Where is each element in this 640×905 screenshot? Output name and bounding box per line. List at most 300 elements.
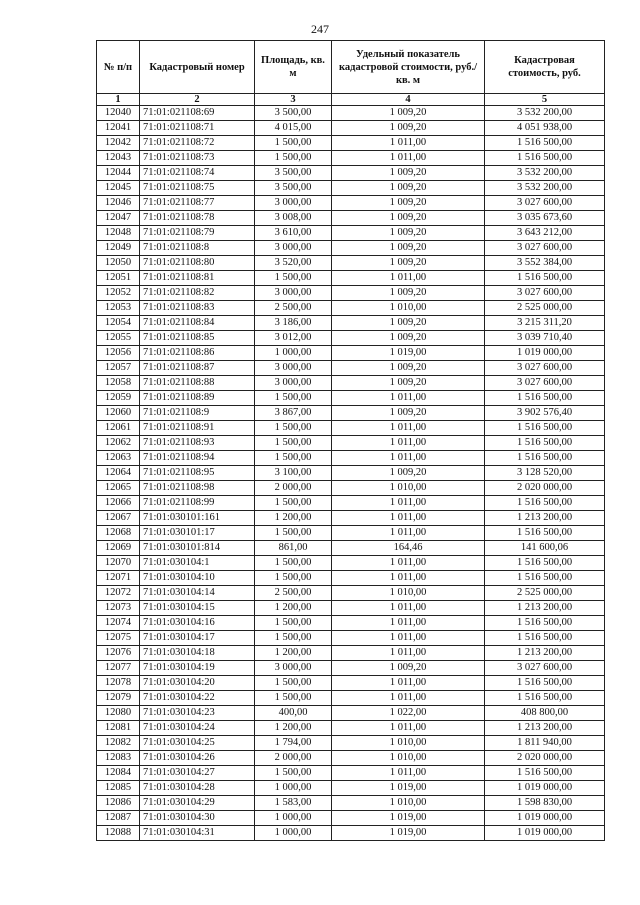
cell-row-number: 12063 bbox=[97, 451, 140, 466]
cell-cadastral-number: 71:01:021108:93 bbox=[140, 436, 255, 451]
table-row bbox=[97, 526, 605, 541]
header-unit-value: Удельный показатель кадастровой стоимости, руб./кв. м bbox=[332, 41, 485, 94]
cell-cadastral-value: 4 051 938,00 bbox=[485, 121, 605, 136]
cell-row-number: 12042 bbox=[97, 136, 140, 151]
cell-cadastral-value: 1 516 500,00 bbox=[485, 391, 605, 406]
cell-cadastral-number: 71:01:021108:78 bbox=[140, 211, 255, 226]
cell-cadastral-number: 71:01:030104:20 bbox=[140, 676, 255, 691]
cell-area: 1 500,00 bbox=[255, 436, 332, 451]
cell-cadastral-number: 71:01:030104:16 bbox=[140, 616, 255, 631]
cell-area: 3 000,00 bbox=[255, 241, 332, 256]
cell-unit-value: 1 009,20 bbox=[332, 106, 485, 121]
cell-area: 1 500,00 bbox=[255, 496, 332, 511]
cell-cadastral-value: 3 643 212,00 bbox=[485, 226, 605, 241]
cell-area: 3 520,00 bbox=[255, 256, 332, 271]
cell-row-number: 12060 bbox=[97, 406, 140, 421]
cell-row-number: 12058 bbox=[97, 376, 140, 391]
cell-cadastral-number: 71:01:021108:9 bbox=[140, 406, 255, 421]
cell-cadastral-value: 3 902 576,40 bbox=[485, 406, 605, 421]
cell-cadastral-value: 1 019 000,00 bbox=[485, 826, 605, 841]
cell-cadastral-value: 1 516 500,00 bbox=[485, 271, 605, 286]
cell-cadastral-value: 3 215 311,20 bbox=[485, 316, 605, 331]
cell-cadastral-value: 1 516 500,00 bbox=[485, 766, 605, 781]
cell-row-number: 12046 bbox=[97, 196, 140, 211]
cell-cadastral-number: 71:01:030104:29 bbox=[140, 796, 255, 811]
table-row bbox=[97, 361, 605, 376]
cell-cadastral-value: 1 516 500,00 bbox=[485, 556, 605, 571]
cell-area: 3 000,00 bbox=[255, 286, 332, 301]
cell-cadastral-value: 1 516 500,00 bbox=[485, 616, 605, 631]
cell-row-number: 12057 bbox=[97, 361, 140, 376]
table-row bbox=[97, 706, 605, 721]
cell-unit-value: 1 011,00 bbox=[332, 451, 485, 466]
cell-cadastral-value: 1 019 000,00 bbox=[485, 811, 605, 826]
cell-cadastral-number: 71:01:030101:161 bbox=[140, 511, 255, 526]
table-row bbox=[97, 121, 605, 136]
cell-area: 1 000,00 bbox=[255, 781, 332, 796]
cell-area: 1 500,00 bbox=[255, 526, 332, 541]
cell-unit-value: 164,46 bbox=[332, 541, 485, 556]
table-row bbox=[97, 601, 605, 616]
column-number: 1 bbox=[97, 94, 140, 106]
cell-cadastral-value: 1 019 000,00 bbox=[485, 781, 605, 796]
cell-area: 1 583,00 bbox=[255, 796, 332, 811]
cell-row-number: 12061 bbox=[97, 421, 140, 436]
cell-cadastral-number: 71:01:021108:8 bbox=[140, 241, 255, 256]
table-row bbox=[97, 256, 605, 271]
cell-cadastral-value: 1 019 000,00 bbox=[485, 346, 605, 361]
cell-cadastral-number: 71:01:021108:88 bbox=[140, 376, 255, 391]
cell-unit-value: 1 011,00 bbox=[332, 136, 485, 151]
cell-cadastral-number: 71:01:030104:25 bbox=[140, 736, 255, 751]
cell-area: 1 500,00 bbox=[255, 676, 332, 691]
cell-cadastral-number: 71:01:030104:18 bbox=[140, 646, 255, 661]
cell-area: 3 008,00 bbox=[255, 211, 332, 226]
table-row bbox=[97, 796, 605, 811]
cell-area: 1 500,00 bbox=[255, 421, 332, 436]
cell-unit-value: 1 009,20 bbox=[332, 211, 485, 226]
cell-row-number: 12065 bbox=[97, 481, 140, 496]
table-row bbox=[97, 466, 605, 481]
cell-unit-value: 1 009,20 bbox=[332, 361, 485, 376]
cell-row-number: 12072 bbox=[97, 586, 140, 601]
cell-unit-value: 1 011,00 bbox=[332, 271, 485, 286]
cell-cadastral-value: 3 532 200,00 bbox=[485, 106, 605, 121]
cell-unit-value: 1 011,00 bbox=[332, 436, 485, 451]
cell-unit-value: 1 009,20 bbox=[332, 181, 485, 196]
cell-cadastral-number: 71:01:030104:14 bbox=[140, 586, 255, 601]
cell-unit-value: 1 011,00 bbox=[332, 691, 485, 706]
table-row bbox=[97, 226, 605, 241]
cell-area: 2 000,00 bbox=[255, 751, 332, 766]
cell-area: 1 500,00 bbox=[255, 571, 332, 586]
cell-cadastral-number: 71:01:021108:71 bbox=[140, 121, 255, 136]
cell-area: 1 500,00 bbox=[255, 271, 332, 286]
table-row bbox=[97, 481, 605, 496]
cell-area: 3 000,00 bbox=[255, 361, 332, 376]
cell-cadastral-number: 71:01:021108:82 bbox=[140, 286, 255, 301]
cell-row-number: 12085 bbox=[97, 781, 140, 796]
cell-area: 3 000,00 bbox=[255, 661, 332, 676]
cell-unit-value: 1 019,00 bbox=[332, 346, 485, 361]
cell-unit-value: 1 010,00 bbox=[332, 736, 485, 751]
cadastral-value-table bbox=[96, 40, 605, 841]
cell-unit-value: 1 019,00 bbox=[332, 826, 485, 841]
cell-area: 1 794,00 bbox=[255, 736, 332, 751]
table-row bbox=[97, 196, 605, 211]
table-row bbox=[97, 241, 605, 256]
cell-unit-value: 1 009,20 bbox=[332, 406, 485, 421]
cell-unit-value: 1 009,20 bbox=[332, 241, 485, 256]
cell-area: 1 000,00 bbox=[255, 346, 332, 361]
table-row bbox=[97, 166, 605, 181]
table-row bbox=[97, 631, 605, 646]
cell-cadastral-value: 3 027 600,00 bbox=[485, 196, 605, 211]
cell-unit-value: 1 010,00 bbox=[332, 751, 485, 766]
cell-cadastral-value: 3 532 200,00 bbox=[485, 181, 605, 196]
table-row bbox=[97, 301, 605, 316]
cell-cadastral-number: 71:01:030104:1 bbox=[140, 556, 255, 571]
cell-area: 1 500,00 bbox=[255, 616, 332, 631]
table-row bbox=[97, 616, 605, 631]
cell-area: 1 500,00 bbox=[255, 766, 332, 781]
cell-row-number: 12045 bbox=[97, 181, 140, 196]
cell-row-number: 12053 bbox=[97, 301, 140, 316]
cell-cadastral-number: 71:01:021108:80 bbox=[140, 256, 255, 271]
cell-cadastral-number: 71:01:021108:77 bbox=[140, 196, 255, 211]
cell-unit-value: 1 010,00 bbox=[332, 586, 485, 601]
cell-unit-value: 1 011,00 bbox=[332, 496, 485, 511]
cell-row-number: 12084 bbox=[97, 766, 140, 781]
table-row bbox=[97, 421, 605, 436]
cell-unit-value: 1 011,00 bbox=[332, 151, 485, 166]
cell-cadastral-value: 3 035 673,60 bbox=[485, 211, 605, 226]
cell-area: 1 000,00 bbox=[255, 826, 332, 841]
column-numbering-row bbox=[97, 94, 605, 106]
cell-cadastral-number: 71:01:030104:27 bbox=[140, 766, 255, 781]
page-number: 247 bbox=[311, 22, 329, 36]
header-cadastral-number: Кадастровый номер bbox=[140, 41, 255, 94]
cell-area: 1 200,00 bbox=[255, 721, 332, 736]
cell-area: 1 200,00 bbox=[255, 646, 332, 661]
cell-area: 3 500,00 bbox=[255, 106, 332, 121]
cell-unit-value: 1 009,20 bbox=[332, 286, 485, 301]
cell-row-number: 12078 bbox=[97, 676, 140, 691]
cell-row-number: 12088 bbox=[97, 826, 140, 841]
cell-unit-value: 1 009,20 bbox=[332, 166, 485, 181]
cell-cadastral-value: 1 516 500,00 bbox=[485, 691, 605, 706]
cell-cadastral-number: 71:01:030104:28 bbox=[140, 781, 255, 796]
cell-row-number: 12047 bbox=[97, 211, 140, 226]
cell-row-number: 12044 bbox=[97, 166, 140, 181]
cell-area: 2 500,00 bbox=[255, 301, 332, 316]
cell-cadastral-number: 71:01:021108:85 bbox=[140, 331, 255, 346]
cell-row-number: 12059 bbox=[97, 391, 140, 406]
table-row bbox=[97, 541, 605, 556]
table-row bbox=[97, 406, 605, 421]
cell-cadastral-value: 1 213 200,00 bbox=[485, 721, 605, 736]
cell-cadastral-number: 71:01:030104:10 bbox=[140, 571, 255, 586]
cell-area: 3 610,00 bbox=[255, 226, 332, 241]
cell-unit-value: 1 011,00 bbox=[332, 676, 485, 691]
cell-cadastral-number: 71:01:030104:31 bbox=[140, 826, 255, 841]
cell-unit-value: 1 011,00 bbox=[332, 646, 485, 661]
cell-unit-value: 1 011,00 bbox=[332, 601, 485, 616]
cell-cadastral-number: 71:01:021108:79 bbox=[140, 226, 255, 241]
cell-cadastral-number: 71:01:030104:26 bbox=[140, 751, 255, 766]
cell-unit-value: 1 009,20 bbox=[332, 661, 485, 676]
table-row bbox=[97, 391, 605, 406]
cell-area: 1 200,00 bbox=[255, 601, 332, 616]
cell-cadastral-value: 3 027 600,00 bbox=[485, 286, 605, 301]
table-body bbox=[97, 106, 605, 841]
cell-area: 1 500,00 bbox=[255, 556, 332, 571]
table-row bbox=[97, 436, 605, 451]
cell-area: 1 500,00 bbox=[255, 391, 332, 406]
cell-cadastral-number: 71:01:021108:81 bbox=[140, 271, 255, 286]
cell-cadastral-value: 2 525 000,00 bbox=[485, 301, 605, 316]
cell-cadastral-number: 71:01:030104:22 bbox=[140, 691, 255, 706]
column-number: 2 bbox=[140, 94, 255, 106]
cell-row-number: 12080 bbox=[97, 706, 140, 721]
cell-cadastral-value: 2 020 000,00 bbox=[485, 751, 605, 766]
cell-cadastral-value: 3 027 600,00 bbox=[485, 241, 605, 256]
cell-area: 1 500,00 bbox=[255, 451, 332, 466]
table-row bbox=[97, 721, 605, 736]
cell-unit-value: 1 009,20 bbox=[332, 226, 485, 241]
table-row bbox=[97, 556, 605, 571]
cell-area: 3 186,00 bbox=[255, 316, 332, 331]
cell-cadastral-value: 3 552 384,00 bbox=[485, 256, 605, 271]
cell-area: 1 500,00 bbox=[255, 151, 332, 166]
cell-row-number: 12062 bbox=[97, 436, 140, 451]
cell-cadastral-number: 71:01:030104:15 bbox=[140, 601, 255, 616]
table-row bbox=[97, 136, 605, 151]
cell-cadastral-value: 3 027 600,00 bbox=[485, 361, 605, 376]
cell-row-number: 12066 bbox=[97, 496, 140, 511]
cell-row-number: 12074 bbox=[97, 616, 140, 631]
cell-unit-value: 1 010,00 bbox=[332, 796, 485, 811]
cell-area: 4 015,00 bbox=[255, 121, 332, 136]
table-row bbox=[97, 106, 605, 121]
cell-cadastral-number: 71:01:030104:19 bbox=[140, 661, 255, 676]
table-row bbox=[97, 781, 605, 796]
table-row bbox=[97, 751, 605, 766]
cell-unit-value: 1 009,20 bbox=[332, 466, 485, 481]
cell-cadastral-number: 71:01:021108:89 bbox=[140, 391, 255, 406]
cell-unit-value: 1 010,00 bbox=[332, 301, 485, 316]
table-row bbox=[97, 451, 605, 466]
cell-cadastral-value: 1 516 500,00 bbox=[485, 436, 605, 451]
cell-cadastral-number: 71:01:030104:24 bbox=[140, 721, 255, 736]
cell-cadastral-number: 71:01:021108:84 bbox=[140, 316, 255, 331]
cell-unit-value: 1 009,20 bbox=[332, 256, 485, 271]
table-row bbox=[97, 766, 605, 781]
cell-unit-value: 1 011,00 bbox=[332, 616, 485, 631]
table-row bbox=[97, 376, 605, 391]
cell-cadastral-number: 71:01:021108:72 bbox=[140, 136, 255, 151]
cell-area: 400,00 bbox=[255, 706, 332, 721]
cell-cadastral-number: 71:01:021108:75 bbox=[140, 181, 255, 196]
cell-unit-value: 1 009,20 bbox=[332, 376, 485, 391]
cell-row-number: 12087 bbox=[97, 811, 140, 826]
table-row bbox=[97, 676, 605, 691]
cell-row-number: 12086 bbox=[97, 796, 140, 811]
cell-area: 3 500,00 bbox=[255, 166, 332, 181]
cell-cadastral-number: 71:01:021108:69 bbox=[140, 106, 255, 121]
cell-row-number: 12082 bbox=[97, 736, 140, 751]
cell-area: 3 012,00 bbox=[255, 331, 332, 346]
cell-row-number: 12049 bbox=[97, 241, 140, 256]
cell-row-number: 12054 bbox=[97, 316, 140, 331]
cell-unit-value: 1 009,20 bbox=[332, 316, 485, 331]
cell-cadastral-value: 3 027 600,00 bbox=[485, 661, 605, 676]
cell-area: 1 200,00 bbox=[255, 511, 332, 526]
cell-area: 3 000,00 bbox=[255, 376, 332, 391]
cell-unit-value: 1 011,00 bbox=[332, 526, 485, 541]
cell-row-number: 12081 bbox=[97, 721, 140, 736]
cell-cadastral-value: 1 213 200,00 bbox=[485, 601, 605, 616]
cell-area: 861,00 bbox=[255, 541, 332, 556]
cell-unit-value: 1 019,00 bbox=[332, 811, 485, 826]
cell-cadastral-value: 1 516 500,00 bbox=[485, 496, 605, 511]
cell-row-number: 12067 bbox=[97, 511, 140, 526]
cell-cadastral-number: 71:01:021108:73 bbox=[140, 151, 255, 166]
cell-cadastral-value: 3 128 520,00 bbox=[485, 466, 605, 481]
cell-area: 1 500,00 bbox=[255, 631, 332, 646]
table-row bbox=[97, 286, 605, 301]
cell-cadastral-value: 1 516 500,00 bbox=[485, 421, 605, 436]
cell-row-number: 12071 bbox=[97, 571, 140, 586]
cell-cadastral-number: 71:01:030104:30 bbox=[140, 811, 255, 826]
column-number: 3 bbox=[255, 94, 332, 106]
header-cadastral-value: Кадастровая стоимость, руб. bbox=[485, 41, 605, 94]
cell-area: 1 500,00 bbox=[255, 691, 332, 706]
cell-cadastral-value: 3 532 200,00 bbox=[485, 166, 605, 181]
cell-unit-value: 1 011,00 bbox=[332, 556, 485, 571]
cell-row-number: 12083 bbox=[97, 751, 140, 766]
cell-row-number: 12056 bbox=[97, 346, 140, 361]
table-row bbox=[97, 811, 605, 826]
cell-row-number: 12064 bbox=[97, 466, 140, 481]
cell-unit-value: 1 011,00 bbox=[332, 571, 485, 586]
cell-row-number: 12041 bbox=[97, 121, 140, 136]
cell-unit-value: 1 009,20 bbox=[332, 196, 485, 211]
cell-cadastral-value: 408 800,00 bbox=[485, 706, 605, 721]
cell-area: 3 500,00 bbox=[255, 181, 332, 196]
cell-cadastral-value: 2 525 000,00 bbox=[485, 586, 605, 601]
cell-cadastral-number: 71:01:030104:17 bbox=[140, 631, 255, 646]
cell-area: 1 000,00 bbox=[255, 811, 332, 826]
table-row bbox=[97, 211, 605, 226]
cell-cadastral-number: 71:01:021108:86 bbox=[140, 346, 255, 361]
table-row bbox=[97, 646, 605, 661]
column-number: 5 bbox=[485, 94, 605, 106]
cell-cadastral-value: 1 516 500,00 bbox=[485, 676, 605, 691]
cell-cadastral-value: 1 213 200,00 bbox=[485, 511, 605, 526]
cell-row-number: 12043 bbox=[97, 151, 140, 166]
table-row bbox=[97, 691, 605, 706]
cell-unit-value: 1 019,00 bbox=[332, 781, 485, 796]
header-area: Площадь, кв. м bbox=[255, 41, 332, 94]
cell-cadastral-value: 3 027 600,00 bbox=[485, 376, 605, 391]
cell-row-number: 12079 bbox=[97, 691, 140, 706]
cell-unit-value: 1 009,20 bbox=[332, 121, 485, 136]
cell-cadastral-value: 1 598 830,00 bbox=[485, 796, 605, 811]
cell-cadastral-value: 1 516 500,00 bbox=[485, 151, 605, 166]
cell-cadastral-number: 71:01:021108:83 bbox=[140, 301, 255, 316]
cell-cadastral-value: 1 516 500,00 bbox=[485, 136, 605, 151]
table-row bbox=[97, 346, 605, 361]
cell-cadastral-value: 2 020 000,00 bbox=[485, 481, 605, 496]
cell-area: 2 500,00 bbox=[255, 586, 332, 601]
cell-cadastral-number: 71:01:021108:91 bbox=[140, 421, 255, 436]
cell-cadastral-value: 1 516 500,00 bbox=[485, 631, 605, 646]
cell-unit-value: 1 022,00 bbox=[332, 706, 485, 721]
cell-unit-value: 1 009,20 bbox=[332, 331, 485, 346]
cell-cadastral-number: 71:01:021108:99 bbox=[140, 496, 255, 511]
table-row bbox=[97, 826, 605, 841]
cell-area: 3 000,00 bbox=[255, 196, 332, 211]
table-row bbox=[97, 316, 605, 331]
cell-cadastral-number: 71:01:021108:95 bbox=[140, 466, 255, 481]
cell-row-number: 12077 bbox=[97, 661, 140, 676]
cell-cadastral-value: 1 213 200,00 bbox=[485, 646, 605, 661]
cell-area: 1 500,00 bbox=[255, 136, 332, 151]
cell-cadastral-number: 71:01:021108:94 bbox=[140, 451, 255, 466]
cell-row-number: 12048 bbox=[97, 226, 140, 241]
cell-area: 3 867,00 bbox=[255, 406, 332, 421]
table-row bbox=[97, 571, 605, 586]
cell-row-number: 12051 bbox=[97, 271, 140, 286]
cell-unit-value: 1 011,00 bbox=[332, 391, 485, 406]
cell-row-number: 12052 bbox=[97, 286, 140, 301]
cell-row-number: 12069 bbox=[97, 541, 140, 556]
cell-row-number: 12040 bbox=[97, 106, 140, 121]
cell-area: 3 100,00 bbox=[255, 466, 332, 481]
cell-unit-value: 1 011,00 bbox=[332, 421, 485, 436]
cell-unit-value: 1 011,00 bbox=[332, 766, 485, 781]
cell-cadastral-number: 71:01:030101:814 bbox=[140, 541, 255, 556]
cell-unit-value: 1 011,00 bbox=[332, 511, 485, 526]
table-row bbox=[97, 511, 605, 526]
cell-area: 2 000,00 bbox=[255, 481, 332, 496]
cell-row-number: 12073 bbox=[97, 601, 140, 616]
table-row bbox=[97, 736, 605, 751]
table-row bbox=[97, 151, 605, 166]
cell-unit-value: 1 010,00 bbox=[332, 481, 485, 496]
table-row bbox=[97, 661, 605, 676]
cell-unit-value: 1 011,00 bbox=[332, 631, 485, 646]
cell-cadastral-value: 1 516 500,00 bbox=[485, 451, 605, 466]
cell-cadastral-value: 1 811 940,00 bbox=[485, 736, 605, 751]
table-row bbox=[97, 331, 605, 346]
table-row bbox=[97, 586, 605, 601]
cell-row-number: 12055 bbox=[97, 331, 140, 346]
cell-cadastral-number: 71:01:030104:23 bbox=[140, 706, 255, 721]
table-header-row bbox=[97, 41, 605, 94]
cell-unit-value: 1 011,00 bbox=[332, 721, 485, 736]
table-row bbox=[97, 271, 605, 286]
cell-cadastral-number: 71:01:021108:74 bbox=[140, 166, 255, 181]
column-number: 4 bbox=[332, 94, 485, 106]
cell-cadastral-value: 141 600,06 bbox=[485, 541, 605, 556]
table-row bbox=[97, 181, 605, 196]
cell-cadastral-number: 71:01:030101:17 bbox=[140, 526, 255, 541]
cell-row-number: 12070 bbox=[97, 556, 140, 571]
cell-row-number: 12075 bbox=[97, 631, 140, 646]
cell-cadastral-number: 71:01:021108:98 bbox=[140, 481, 255, 496]
